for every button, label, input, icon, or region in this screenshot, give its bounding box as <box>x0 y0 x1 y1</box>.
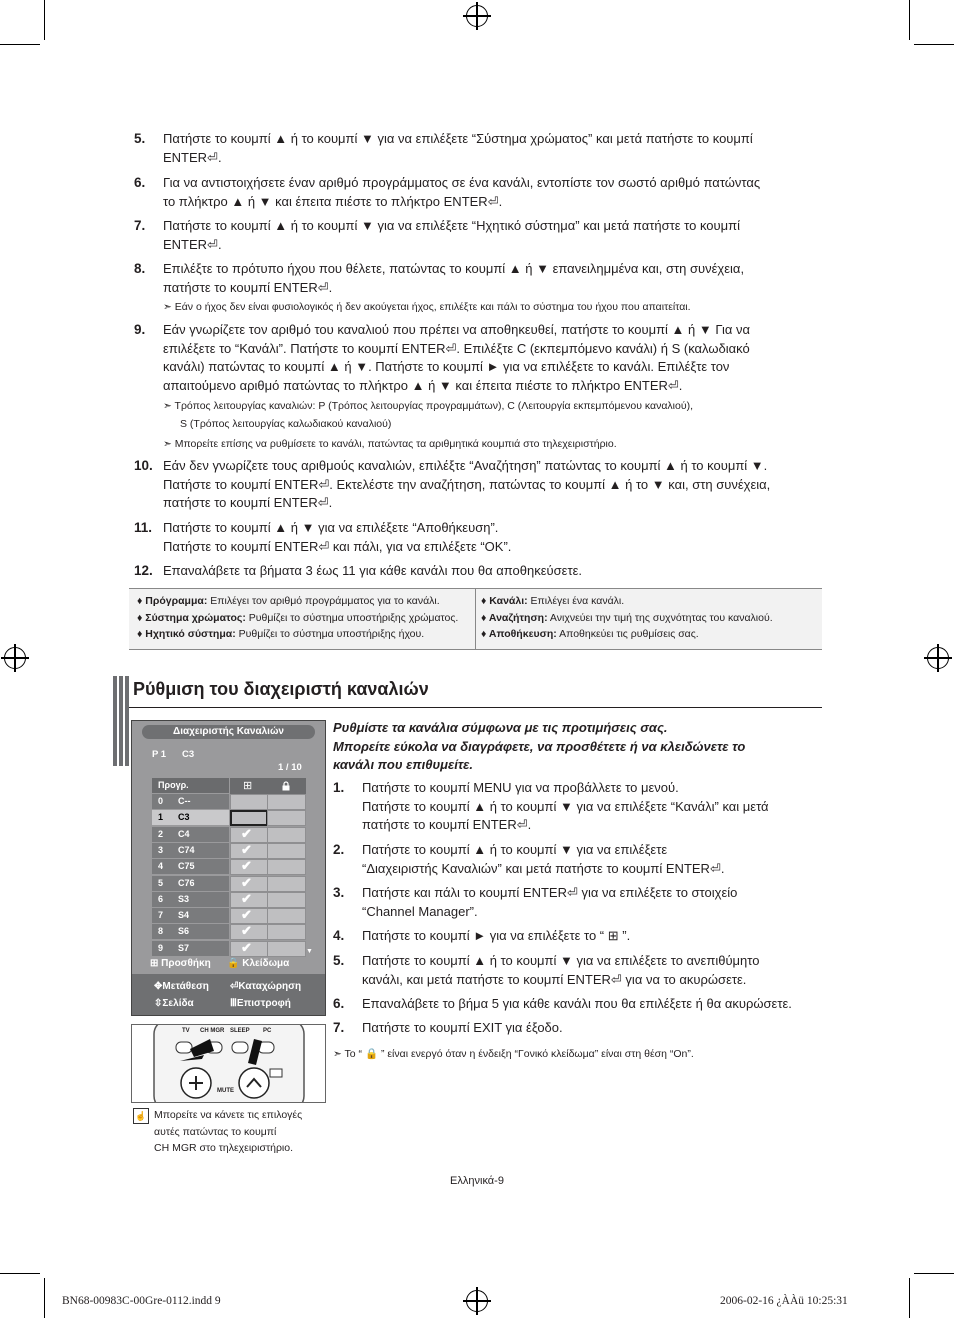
osd-header-row <box>152 778 305 793</box>
step-line: Επαναλάβετε τα βήματα 3 έως 11 για κάθε κανάλι που θα αποθηκεύσετε. <box>163 563 582 578</box>
osd-channel-cell <box>152 827 229 842</box>
info-row <box>137 610 458 627</box>
osd-channel-cell <box>152 810 229 825</box>
step-number: 7. <box>333 1020 345 1035</box>
crop-mark <box>44 1278 45 1318</box>
note-step-8: ➣ Εάν ο ήχος δεν είναι φυσιολογικός ή δεν ακούγεται ήχος, επιλέξτε και πάλι το σύστημα του ήχου που απαιτείται. <box>163 301 691 313</box>
osd-program: P 1 <box>152 749 167 760</box>
osd-lock-label: 🔒 Κλείδωμα <box>227 958 290 969</box>
info-term: ♦ Αποθήκευση: <box>481 628 557 640</box>
step-number: 6. <box>134 175 146 190</box>
step-number: 4. <box>333 928 345 943</box>
step-number: 2. <box>333 842 345 857</box>
osd-channel-cell <box>152 794 229 809</box>
step-line: Πατήστε το κουμπί ▲ ή το κουμπί ▼ για να επιλέξετε “Κανάλι” και μετά <box>362 798 769 814</box>
osd-enter-hint <box>230 981 301 992</box>
osd-return-label: Επιστροφή <box>236 998 291 1009</box>
osd-channel: C3 <box>182 749 195 760</box>
osd-title: Διαχειριστής Καναλιών <box>173 726 284 737</box>
intro-line: Μπορείτε εύκολα να διαγράφετε, να προσθέτετε ή να κλειδώνετε το <box>333 738 746 754</box>
osd-channel-name: S7 <box>178 942 190 953</box>
channel-manager-osd <box>131 720 326 1016</box>
osd-lock-cell[interactable] <box>267 908 306 924</box>
step-number: 12. <box>134 563 153 578</box>
step-number: 8. <box>134 261 146 276</box>
osd-lock-cell[interactable] <box>267 843 306 859</box>
check-icon: ✔ <box>241 841 252 857</box>
add-icon: ⊞ <box>243 780 253 792</box>
crop-mark <box>909 1278 910 1318</box>
registration-mark-icon <box>466 5 488 27</box>
step-number: 7. <box>134 218 146 233</box>
osd-channel-row[interactable] <box>152 876 305 891</box>
step-number: 1. <box>333 780 345 795</box>
info-desc: Επιλέγει ένα κανάλι. <box>527 595 625 607</box>
osd-lock-cell[interactable] <box>267 892 306 908</box>
scroll-down-icon: ▼ <box>306 948 313 955</box>
remote-illustration <box>131 1024 326 1103</box>
remote-pc-label: PC <box>263 1028 272 1034</box>
osd-channel-name: C74 <box>178 844 195 855</box>
osd-channel-cell <box>152 941 229 956</box>
osd-channel-row[interactable] <box>152 924 305 939</box>
intro-text <box>333 719 745 775</box>
osd-prog-number: 5 <box>158 877 164 888</box>
osd-page: 1 / 10 <box>278 762 302 773</box>
page-icon: ⇳ <box>154 998 163 1009</box>
info-row <box>137 593 458 610</box>
crop-mark <box>44 0 45 40</box>
step-line: Πατήστε και πάλι το κουμπί ENTER⏎ για να επιλέξετε το στοιχείο <box>362 885 738 900</box>
osd-add-cell[interactable] <box>230 810 268 826</box>
step-line: πατήστε το κουμπί ENTER⏎. <box>163 279 333 295</box>
step-number: 3. <box>333 885 345 900</box>
crop-mark <box>0 44 40 45</box>
osd-add-cell[interactable] <box>230 794 268 810</box>
info-desc: Επιλέγει τον αριθμό προγράμματος για το κανάλι. <box>207 595 440 607</box>
step-number: 9. <box>134 322 146 337</box>
enter-icon: ⏎ <box>230 981 239 992</box>
osd-prog-number: 8 <box>158 926 164 937</box>
info-term: ♦ Πρόγραμμα: <box>137 595 208 607</box>
footer-date: 2006-02-16 ¿ÀÀü 10:25:31 <box>720 1295 848 1307</box>
note-lock: ➣ Το “ 🔒 ” είναι ενεργό όταν η ένδειξη “Γονικό κλείδωμα” είναι στη θέση “On”. <box>333 1048 694 1060</box>
osd-channel-name: S6 <box>178 926 190 937</box>
osd-lock-header <box>267 778 306 794</box>
remote-caption-text: CH MGR στο τηλεχειριστήριο. <box>154 1142 294 1154</box>
note-channel-modes-cont: S (Τρόπος λειτουργίας καλωδιακού καναλιού) <box>180 418 392 430</box>
osd-prog-number: 2 <box>158 828 164 839</box>
step-line: απαιτούμενο αριθμό πατώντας το πλήκτρο ▲ ή ▼ και έπειτα πιέστε το πλήκτρο ENTER⏎. <box>163 377 683 393</box>
info-desc: Ρυθμίζει το σύστημα υποστήριξης ήχου. <box>235 628 425 640</box>
osd-add-label: ⊞ Προσθήκη <box>150 958 211 969</box>
step-line: Πατήστε το κουμπί ENTER⏎ και πάλι, για να επιλέξετε “OK”. <box>163 538 512 554</box>
remote-caption-line: αυτές πατώντας το κουμπί <box>154 1125 277 1138</box>
info-term: ♦ Αναζήτηση: <box>481 611 548 624</box>
osd-return-hint <box>230 998 291 1009</box>
page-number: Ελληνικά-9 <box>450 1175 504 1187</box>
osd-add-cell[interactable] <box>230 892 268 908</box>
info-column-right <box>481 593 773 643</box>
step-line: Πατήστε το κουμπί EXIT για έξοδο. <box>362 1020 563 1035</box>
osd-prog-number: 7 <box>158 910 164 921</box>
step-line: Πατήστε το κουμπί ► για να επιλέξετε το “ ⊞ ”. <box>362 928 631 943</box>
step-line: Επιλέξτε το πρότυπο ήχου που θέλετε, πατώντας το κουμπί ▲ ή ▼ επανειλημμένα και, στη συνέχεια, <box>163 261 745 276</box>
info-desc: Ανιχνεύει την τιμή της συχνότητας του καναλιού. <box>547 611 773 624</box>
info-term: ♦ Κανάλι: <box>481 595 528 607</box>
step-line: κανάλι, και μετά πατήστε το κουμπί ENTER⏎ για να το ακυρώσετε. <box>362 971 747 987</box>
step-line: Πατήστε το κουμπί ▲ ή ▼ για να επιλέξετε “Αποθήκευση”. <box>163 520 499 535</box>
osd-prog-number: 9 <box>158 942 164 953</box>
check-icon: ✔ <box>241 907 252 923</box>
step-line: Για να αντιστοιχήσετε έναν αριθμό προγράμματος σε ένα κανάλι, εντοπίστε τον σωστό αριθμό πατώντας <box>163 175 761 190</box>
hand-icon: ☝ <box>133 1108 149 1124</box>
step-line: Πατήστε το κουμπί ▲ ή το κουμπί ▼ για να επιλέξετε “Ηχητικό σύστημα” και μετά πατήστε το κουμπί <box>163 218 740 233</box>
check-icon: ✔ <box>241 874 252 890</box>
check-icon: ✔ <box>241 890 252 906</box>
step-line: πατήστε το κουμπί ENTER⏎. <box>362 817 532 832</box>
remote-caption-line: Μπορείτε να κάνετε τις επιλογές <box>154 1109 303 1121</box>
osd-add-cell[interactable] <box>230 924 268 940</box>
info-row <box>481 593 773 610</box>
info-row <box>137 626 458 643</box>
step-number: 6. <box>333 996 345 1011</box>
remote-chmgr-label: CH MGR <box>200 1028 225 1034</box>
remote-caption-line <box>154 1140 302 1157</box>
osd-channel-row[interactable] <box>152 859 305 874</box>
return-icon: Ⅲ <box>230 998 237 1009</box>
osd-page-hint <box>154 998 194 1009</box>
osd-channel-cell <box>152 892 229 907</box>
info-table <box>129 588 822 650</box>
crop-mark <box>0 1273 40 1274</box>
osd-lock-cell[interactable] <box>267 924 306 940</box>
check-icon: ✔ <box>241 825 252 841</box>
osd-add-cell[interactable] <box>230 843 268 859</box>
step-line: Πατήστε το κουμπί MENU για να προβάλλετε το μενού. <box>362 780 679 795</box>
osd-prog-number: 1 <box>158 812 164 823</box>
remote-mute-label: MUTE <box>217 1088 234 1094</box>
osd-lock-cell[interactable] <box>267 827 306 843</box>
step-number: 5. <box>333 953 345 968</box>
check-icon: ✔ <box>241 858 252 874</box>
osd-lock-cell[interactable] <box>267 876 306 892</box>
remote-tv-label: TV <box>182 1028 190 1034</box>
step-line: ENTER⏎. <box>163 149 222 165</box>
osd-move-label: Μετάθεση <box>162 981 209 992</box>
step-number: 10. <box>134 458 153 473</box>
step-line: Πατήστε το κουμπί ▲ ή το κουμπί ▼ για να επιλέξετε “Σύστημα χρώματος” και μετά πατήστε το κουμπί <box>163 131 753 146</box>
section-rule <box>129 707 822 708</box>
osd-lock-cell[interactable] <box>267 794 306 810</box>
osd-channel-name: C3 <box>178 812 190 823</box>
osd-channel-cell <box>152 876 229 891</box>
osd-channel-row[interactable] <box>152 827 305 842</box>
check-icon: ✔ <box>241 939 252 955</box>
remote-sleep-label: SLEEP <box>230 1028 250 1034</box>
step-line: Πατήστε το κουμπί ENTER⏎. Εκτελέστε την αναζήτηση, πατώντας το κουμπί ▲ ή το ▼ και, στη συνέχεια, <box>163 476 771 492</box>
section-bar <box>113 676 117 766</box>
step-number: 11. <box>134 520 153 535</box>
info-row <box>481 626 773 643</box>
osd-page-label: Σελίδα <box>162 998 194 1009</box>
crop-mark <box>914 1273 954 1274</box>
osd-channel-name: C75 <box>178 861 195 872</box>
osd-header-cell <box>152 778 229 793</box>
step-line: ENTER⏎. <box>163 236 222 252</box>
registration-mark-icon <box>4 647 26 669</box>
crop-mark <box>914 44 954 45</box>
osd-channel-row[interactable] <box>152 908 305 923</box>
osd-channel-cell <box>152 859 229 874</box>
osd-column-label: Προγρ. <box>158 780 189 790</box>
registration-mark-icon <box>466 1290 488 1312</box>
osd-save-label: Καταχώρηση <box>238 981 302 992</box>
check-icon: ✔ <box>241 923 252 939</box>
step-line: Εάν γνωρίζετε τον αριθμό του καναλιού που πρέπει να αποθηκευθεί, πατήστε το κουμπί ▲ ή ▼ Για να <box>163 322 750 337</box>
osd-add-cell[interactable] <box>230 941 268 957</box>
osd-channel-name: S4 <box>178 910 190 921</box>
info-row <box>481 610 773 627</box>
osd-add-cell[interactable] <box>230 859 268 875</box>
note-numeric-buttons: ➣ Μπορείτε επίσης να ρυθμίσετε το κανάλι, πατώντας τα αριθμητικά κουμπιά στο τηλεχειριστήριο. <box>163 438 617 450</box>
osd-prog-number: 4 <box>158 861 164 872</box>
info-term: ♦ Σύστημα χρώματος: <box>137 611 246 624</box>
osd-channel-cell <box>152 908 229 923</box>
step-line: “Channel Manager”. <box>362 903 478 919</box>
osd-add-cell[interactable] <box>230 827 268 843</box>
osd-prog-number: 3 <box>158 844 164 855</box>
osd-move-hint <box>154 981 209 992</box>
osd-lock-cell[interactable] <box>267 859 306 875</box>
crop-mark <box>909 0 910 40</box>
osd-channel-row[interactable] <box>152 892 305 907</box>
info-desc: Αποθηκεύει τις ρυθμίσεις σας. <box>556 628 699 640</box>
remote-caption <box>154 1107 302 1157</box>
intro-line: κανάλι που επιθυμείτε. <box>333 757 474 772</box>
osd-lock-cell[interactable] <box>267 810 306 826</box>
section-bar <box>125 676 129 766</box>
osd-prog-number: 0 <box>158 796 164 806</box>
step-line: το πλήκτρο ▲ ή ▼ και έπειτα πιέστε το πλήκτρο ENTER⏎. <box>163 193 503 209</box>
info-desc: Ρυθμίζει το σύστημα υποστήριξης χρώματος. <box>245 611 459 624</box>
table-divider <box>475 589 476 649</box>
osd-add-header <box>230 778 268 794</box>
note-channel-modes: ➣ Τρόπος λειτουργίας καναλιών: P (Τρόπος λειτουργίας προγραμμάτων), C (Λειτουργία εκπεμπόμενου καναλιού), <box>163 400 694 412</box>
step-line: πατήστε το κουμπί ENTER⏎. <box>163 495 333 510</box>
step-line: επιλέξετε το “Κανάλι”. Πατήστε το κουμπί ENTER⏎. Επιλέξτε C (εκπεμπόμενο κανάλι) ή S (καλωδιακό <box>163 340 750 356</box>
osd-channel-row[interactable] <box>152 810 305 825</box>
osd-prog-number: 6 <box>158 893 164 904</box>
section-title: Ρύθμιση του διαχειριστή καναλιών <box>133 679 429 699</box>
osd-channel-cell <box>152 924 229 939</box>
step-line: Πατήστε το κουμπί ▲ ή το κουμπί ▼ για να επιλέξετε <box>362 842 668 857</box>
osd-add-cell[interactable] <box>230 876 268 892</box>
step-line: Πατήστε το κουμπί ▲ ή το κουμπί ▼ για να επιλέξετε το ανεπιθύμητο <box>362 953 760 968</box>
osd-channel-row[interactable] <box>152 941 305 956</box>
osd-lock-cell[interactable] <box>267 941 306 957</box>
move-icon: ✥ <box>154 981 163 992</box>
section-bar <box>119 676 123 766</box>
lock-icon <box>281 781 291 791</box>
step-line: Επαναλάβετε το βήμα 5 για κάθε κανάλι που θα επιλέξετε ή θα ακυρώσετε. <box>362 996 792 1011</box>
osd-add-cell[interactable] <box>230 908 268 924</box>
osd-channel-name: S3 <box>178 893 190 904</box>
step-line: “Διαχειριστής Καναλιών” και μετά πατήστε το κουμπί ENTER⏎. <box>362 860 725 876</box>
osd-channel-row[interactable] <box>152 843 305 858</box>
osd-channel-row[interactable] <box>152 794 305 809</box>
info-term: ♦ Ηχητικό σύστημα: <box>137 628 236 640</box>
step-line: Εάν δεν γνωρίζετε τους αριθμούς καναλιών, επιλέξτε “Αναζήτηση” πατώντας το κουμπί ▲ ή το κουμπί ▼. <box>163 458 768 473</box>
osd-channel-cell <box>152 843 229 858</box>
osd-channel-name: C4 <box>178 828 190 839</box>
step-line: κανάλι) πατώντας το κουμπί ▲ ή ▼. Πατήστε το κουμπί ► για να επιλέξετε το κανάλι. Επιλέξτε τον <box>163 359 730 374</box>
registration-mark-icon <box>927 647 949 669</box>
step-number: 5. <box>134 131 146 146</box>
intro-line: Ρυθμίστε τα κανάλια σύμφωνα με τις προτιμήσεις σας. <box>333 720 668 735</box>
osd-channel-name: C76 <box>178 877 195 888</box>
footer-file: BN68-00983C-00Gre-0112.indd 9 <box>62 1295 221 1307</box>
info-column-left <box>137 593 458 643</box>
osd-channel-name: C-- <box>178 796 191 806</box>
